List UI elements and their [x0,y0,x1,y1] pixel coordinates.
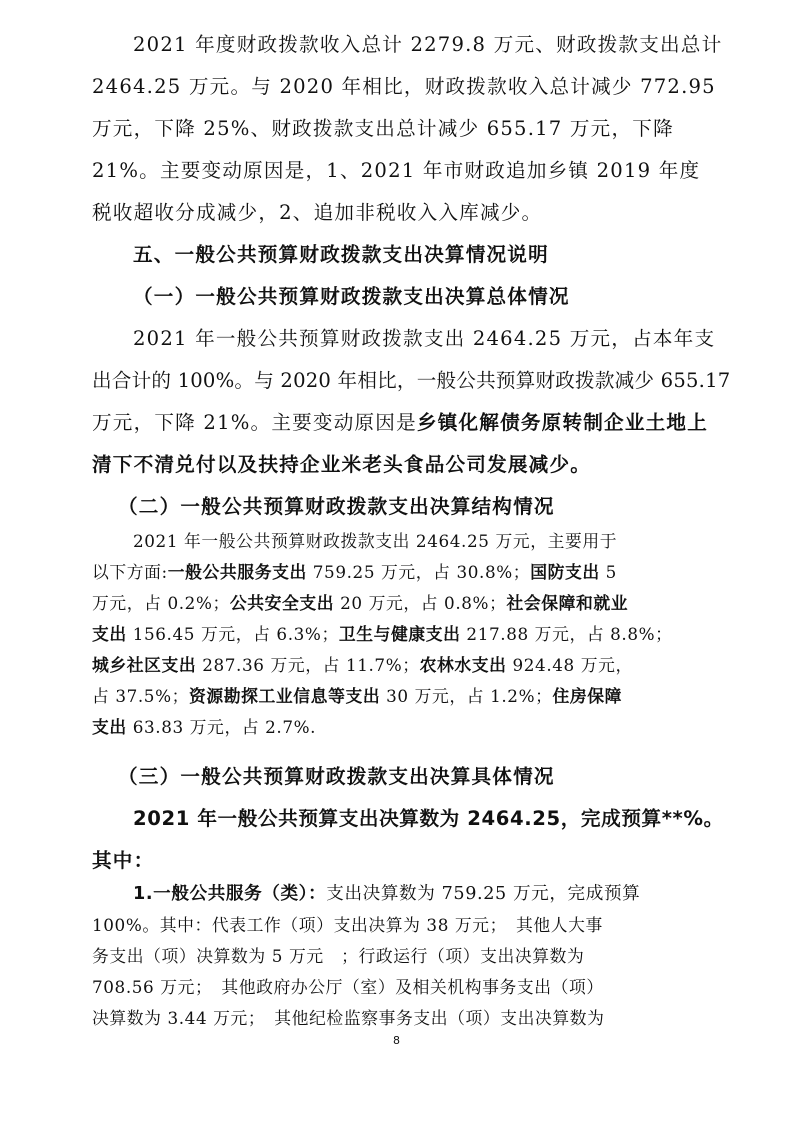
text-line: 决算数为 3.44 万元； 其他纪检监察事务支出（项）支出决算数为 [92,1008,605,1028]
text-line: 2464.25 万元。与 2020 年相比，财政拨款收入总计减少 772.95 [92,75,716,98]
text-line: 2021 年一般公共预算财政拨款支出 2464.25 万元，主要用于 [133,531,618,551]
text-line: 708.56 万元； 其他政府办公厅（室）及相关机构事务支出（项） [92,977,604,997]
text-line: 清下不清兑付以及扶持企业米老头食品公司发展减少。 [92,453,592,476]
text-line: 万元，下降 25%、财政拨款支出总计减少 655.17 万元，下降 [92,117,674,140]
text-line: 1.一般公共服务（类）：支出决算数为 759.25 万元，完成预算 [133,884,641,904]
text-line: 万元，占 0.2%；公共安全支出 20 万元，占 0.8%；社会保障和就业 [92,593,629,613]
text-line: 21%。主要变动原因是，1、2021 年市财政追加乡镇 2019 年度 [92,159,701,182]
bold-statement: 其中： [92,849,155,872]
page-number: 8 [393,1034,400,1047]
text-line: 务支出（项）决算数为 5 万元 ；行政运行（项）支出决算数为 [92,946,585,966]
text-line: 占 37.5%；资源勘探工业信息等支出 30 万元，占 1.2%；住房保障 [92,686,623,706]
text-line: 万元，下降 21%。主要变动原因是乡镇化解债务原转制企业土地上 [92,411,709,434]
subsection-heading: （一）一般公共预算财政拨款支出决算总体情况 [133,285,570,308]
text-line: 支出 156.45 万元，占 6.3%；卫生与健康支出 217.88 万元，占 8.8%； [92,624,673,644]
text-line: 2021 年度财政拨款收入总计 2279.8 万元、财政拨款支出总计 [133,33,723,56]
text-line: 以下方面:一般公共服务支出 759.25 万元，占 30.8%；国防支出 5 [92,562,617,582]
bold-statement: 2021 年一般公共预算支出决算数为 2464.25，完成预算**%。 [133,807,724,830]
text-line: 城乡社区支出 287.36 万元，占 11.7%；农林水支出 924.48 万元， [92,655,633,675]
section-heading: 五、一般公共预算财政拨款支出决算情况说明 [133,243,549,266]
text-line: 支出 63.83 万元，占 2.7%. [92,717,317,737]
text-line: 税收超收分成减少，2、追加非税收入入库减少。 [92,201,543,224]
text-line: 100%。其中：代表工作（项）支出决算为 38 万元； 其他人大事 [92,915,603,935]
subsection-heading: （二）一般公共预算财政拨款支出决算结构情况 [118,495,555,518]
subsection-heading: （三）一般公共预算财政拨款支出决算具体情况 [118,765,555,788]
text-line: 出合计的 100%。与 2020 年相比，一般公共预算财政拨款减少 655.17 [92,369,731,392]
text-line: 2021 年一般公共预算财政拨款支出 2464.25 万元，占本年支 [133,327,716,350]
